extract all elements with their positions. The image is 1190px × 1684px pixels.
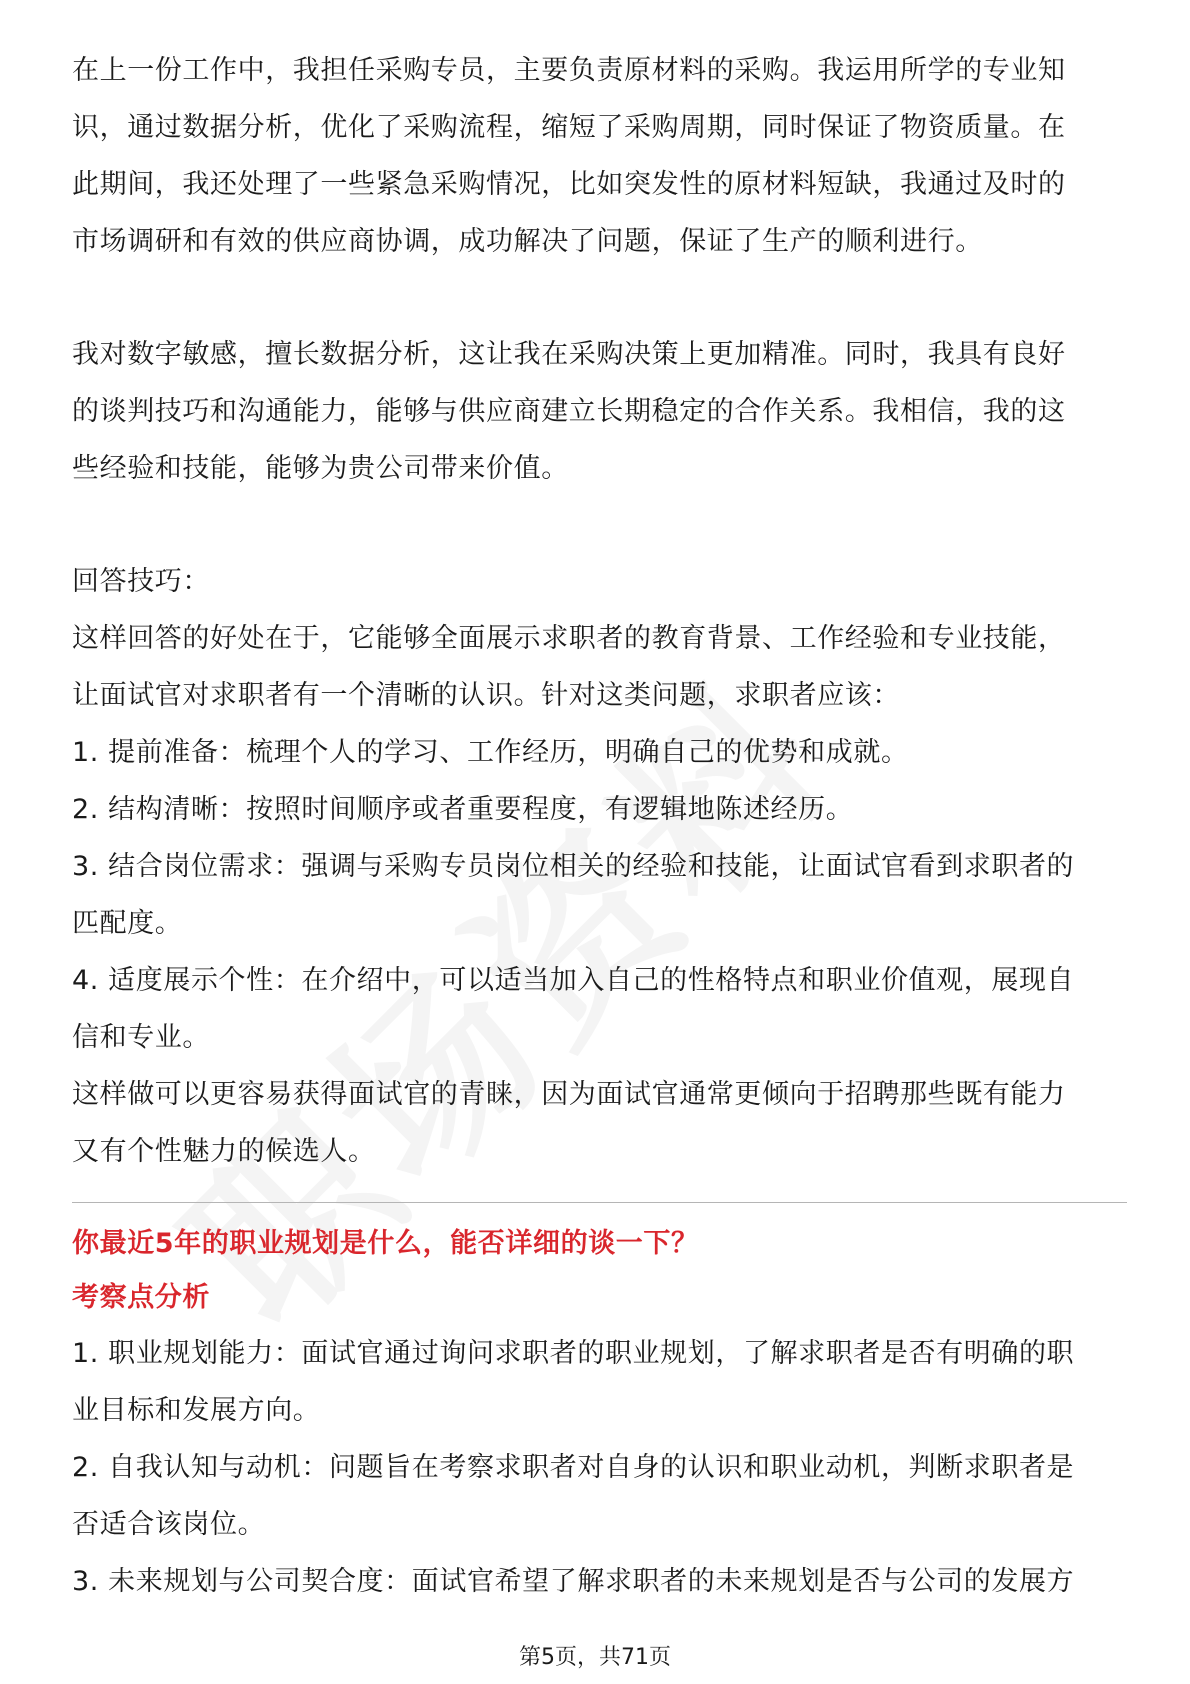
- text-line: 信和专业。: [72, 1022, 210, 1053]
- question-section: [72, 1217, 1127, 1610]
- text-line: 匹配度。: [72, 908, 183, 939]
- page-number: 第5页，共71页: [519, 1645, 671, 1670]
- list-item: 3. 结合岗位需求：强调与采购专员岗位相关的经验和技能，让面试官看到求职者的: [72, 851, 1075, 882]
- experience-paragraph: [72, 42, 1127, 270]
- text-line: 我对数字敏感，擅长数据分析，这让我在采购决策上更加精准。同时，我具有良好: [72, 339, 1066, 370]
- text-line: 否适合该岗位。: [72, 1509, 266, 1540]
- text-line: 这样做可以更容易获得面试官的青睐，因为面试官通常更倾向于招聘那些既有能力: [72, 1079, 1066, 1110]
- text-line: 又有个性魅力的候选人。: [72, 1136, 376, 1167]
- section-divider: [72, 1202, 1127, 1203]
- text-line: 在上一份工作中，我担任采购专员，主要负责原材料的采购。我运用所学的专业知: [72, 55, 1066, 86]
- list-item: 2. 自我认知与动机：问题旨在考察求职者对自身的认识和职业动机，判断求职者是: [72, 1452, 1075, 1483]
- list-item: 1. 职业规划能力：面试官通过询问求职者的职业规划，了解求职者是否有明确的职: [72, 1338, 1075, 1369]
- answer-tips: [72, 553, 1127, 1180]
- text-line: 些经验和技能，能够为贵公司带来价值。: [72, 453, 569, 484]
- analysis-heading: 考察点分析: [72, 1282, 210, 1313]
- text-line: 识，通过数据分析，优化了采购流程，缩短了采购周期，同时保证了物资质量。在: [72, 112, 1066, 143]
- text-line: 市场调研和有效的供应商协调，成功解决了问题，保证了生产的顺利进行。: [72, 226, 983, 257]
- list-item: 1. 提前准备：梳理个人的学习、工作经历，明确自己的优势和成就。: [72, 737, 909, 768]
- page-content: [72, 42, 1127, 1610]
- skills-paragraph: [72, 326, 1127, 497]
- text-line: 的谈判技巧和沟通能力，能够与供应商建立长期稳定的合作关系。我相信，我的这: [72, 396, 1066, 427]
- text-line: 业目标和发展方向。: [72, 1395, 321, 1426]
- text-line: 这样回答的好处在于，它能够全面展示求职者的教育背景、工作经验和专业技能，: [72, 623, 1066, 654]
- text-line: 让面试官对求职者有一个清晰的认识。针对这类问题，求职者应该：: [72, 680, 900, 711]
- list-item: 4. 适度展示个性：在介绍中，可以适当加入自己的性格特点和职业价值观，展现自: [72, 965, 1075, 996]
- question-title: 你最近5年的职业规划是什么，能否详细的谈一下？: [72, 1228, 699, 1259]
- list-item: 2. 结构清晰：按照时间顺序或者重要程度，有逻辑地陈述经历。: [72, 794, 854, 825]
- tips-heading: 回答技巧：: [72, 566, 210, 597]
- text-line: 此期间，我还处理了一些紧急采购情况，比如突发性的原材料短缺，我通过及时的: [72, 169, 1066, 200]
- list-item: 3. 未来规划与公司契合度：面试官希望了解求职者的未来规划是否与公司的发展方: [72, 1566, 1075, 1597]
